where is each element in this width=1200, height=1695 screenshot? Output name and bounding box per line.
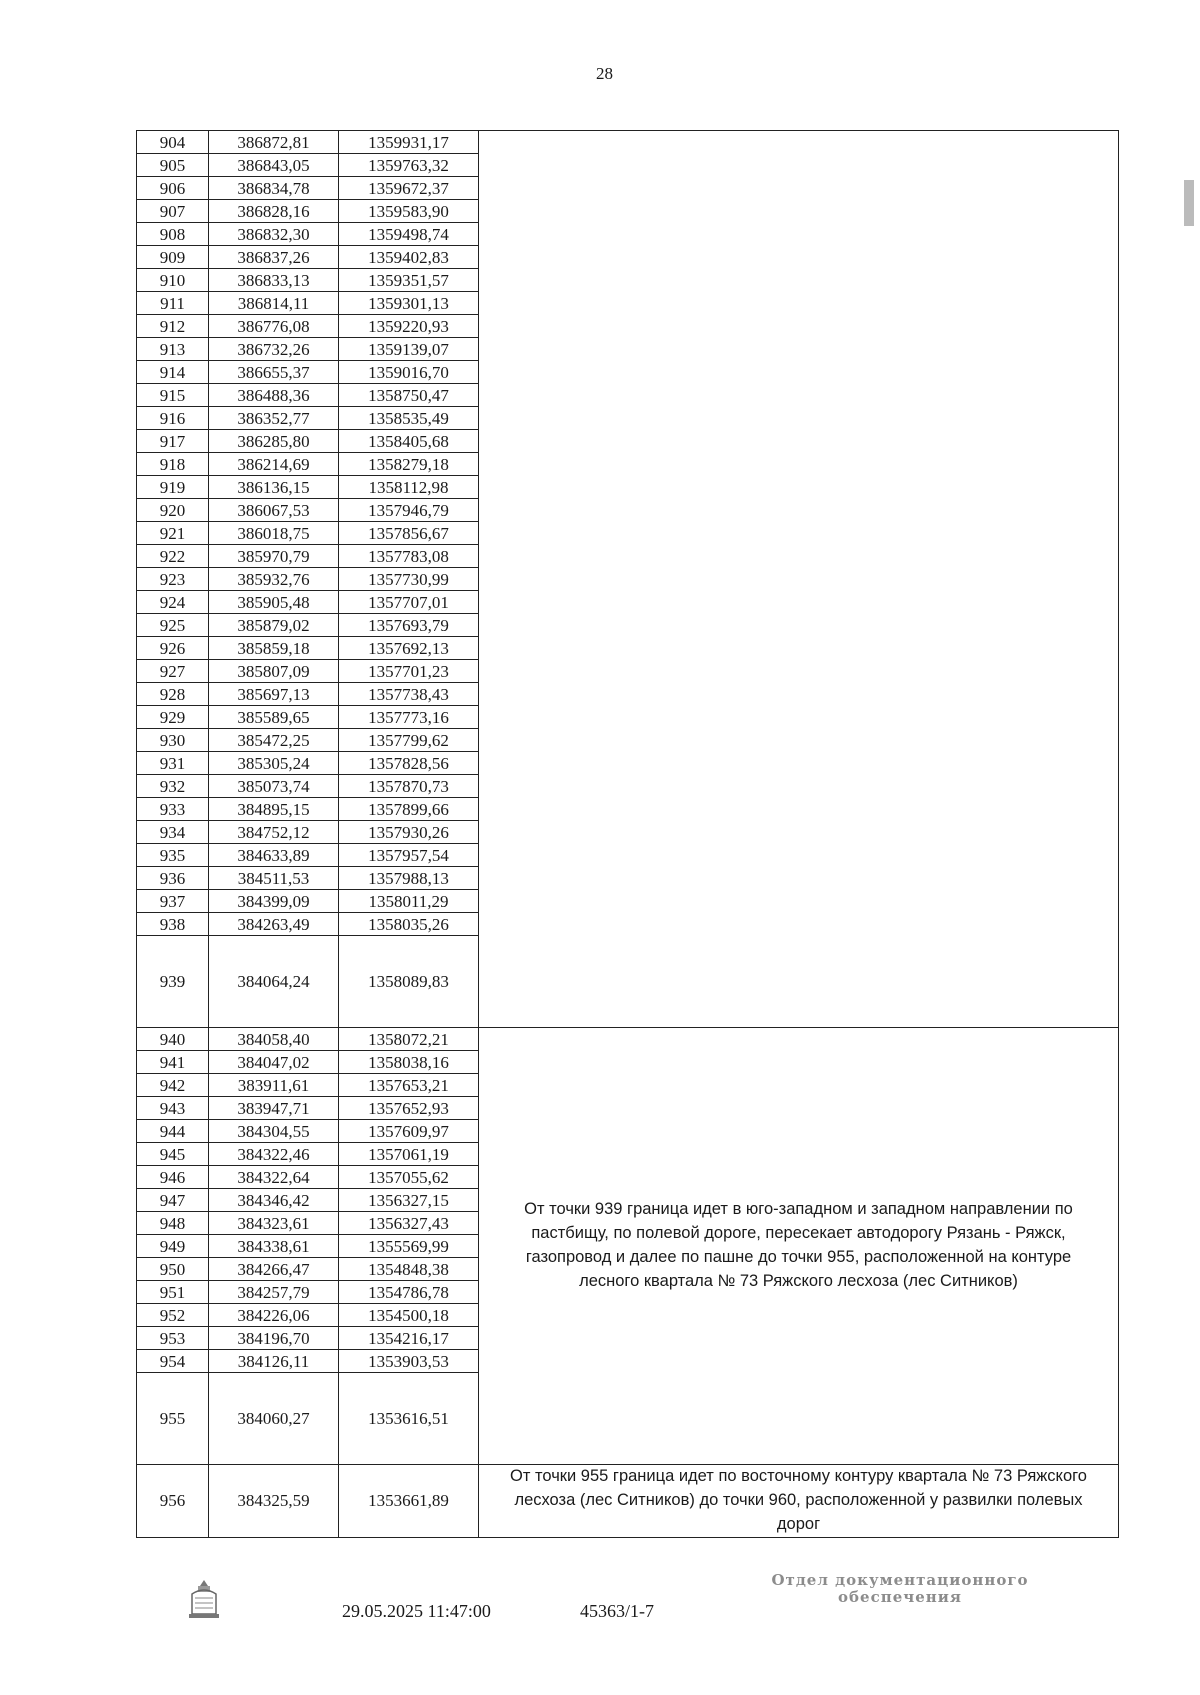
y-coordinate: 1358072,21: [339, 1028, 479, 1051]
y-coordinate: 1359498,74: [339, 223, 479, 246]
y-coordinate: 1357783,08: [339, 545, 479, 568]
y-coordinate: 1357738,43: [339, 683, 479, 706]
x-coordinate: 384895,15: [209, 798, 339, 821]
table-row: [137, 1028, 1119, 1051]
y-coordinate: 1357692,13: [339, 637, 479, 660]
y-coordinate: 1357856,67: [339, 522, 479, 545]
table-row: [137, 1465, 1119, 1538]
x-coordinate: 384323,61: [209, 1212, 339, 1235]
y-coordinate: 1357957,54: [339, 844, 479, 867]
x-coordinate: 386833,13: [209, 269, 339, 292]
table-row: [137, 131, 1119, 154]
y-coordinate: 1359763,32: [339, 154, 479, 177]
point-number: 905: [137, 154, 209, 177]
y-coordinate: 1359583,90: [339, 200, 479, 223]
x-coordinate: 385807,09: [209, 660, 339, 683]
scan-edge-mark: [1184, 180, 1194, 226]
point-number: 951: [137, 1281, 209, 1304]
x-coordinate: 386655,37: [209, 361, 339, 384]
x-coordinate: 384322,64: [209, 1166, 339, 1189]
y-coordinate: 1353616,51: [339, 1373, 479, 1465]
point-number: 914: [137, 361, 209, 384]
x-coordinate: 385932,76: [209, 568, 339, 591]
point-number: 921: [137, 522, 209, 545]
x-coordinate: 384752,12: [209, 821, 339, 844]
y-coordinate: 1355569,99: [339, 1235, 479, 1258]
y-coordinate: 1357701,23: [339, 660, 479, 683]
x-coordinate: 384322,46: [209, 1143, 339, 1166]
point-number: 910: [137, 269, 209, 292]
x-coordinate: 384064,24: [209, 936, 339, 1028]
x-coordinate: 385970,79: [209, 545, 339, 568]
x-coordinate: 385472,25: [209, 729, 339, 752]
y-coordinate: 1358011,29: [339, 890, 479, 913]
x-coordinate: 386837,26: [209, 246, 339, 269]
y-coordinate: 1357061,19: [339, 1143, 479, 1166]
y-coordinate: 1358038,16: [339, 1051, 479, 1074]
y-coordinate: 1359301,13: [339, 292, 479, 315]
point-number: 956: [137, 1465, 209, 1538]
y-coordinate: 1359672,37: [339, 177, 479, 200]
y-coordinate: 1358279,18: [339, 453, 479, 476]
x-coordinate: 386732,26: [209, 338, 339, 361]
x-coordinate: 384047,02: [209, 1051, 339, 1074]
x-coordinate: 386067,53: [209, 499, 339, 522]
point-number: 918: [137, 453, 209, 476]
boundary-description: [479, 131, 1119, 1028]
x-coordinate: 383947,71: [209, 1097, 339, 1120]
point-number: 949: [137, 1235, 209, 1258]
y-coordinate: 1357652,93: [339, 1097, 479, 1120]
point-number: 947: [137, 1189, 209, 1212]
y-coordinate: 1357828,56: [339, 752, 479, 775]
point-number: 904: [137, 131, 209, 154]
x-coordinate: 384196,70: [209, 1327, 339, 1350]
y-coordinate: 1358750,47: [339, 384, 479, 407]
y-coordinate: 1357946,79: [339, 499, 479, 522]
x-coordinate: 385589,65: [209, 706, 339, 729]
point-number: 915: [137, 384, 209, 407]
x-coordinate: 384346,42: [209, 1189, 339, 1212]
x-coordinate: 384338,61: [209, 1235, 339, 1258]
y-coordinate: 1357653,21: [339, 1074, 479, 1097]
y-coordinate: 1358035,26: [339, 913, 479, 936]
x-coordinate: 384126,11: [209, 1350, 339, 1373]
point-number: 909: [137, 246, 209, 269]
point-number: 926: [137, 637, 209, 660]
y-coordinate: 1359402,83: [339, 246, 479, 269]
y-coordinate: 1357899,66: [339, 798, 479, 821]
emblem-logo: [186, 1578, 222, 1620]
y-coordinate: 1353661,89: [339, 1465, 479, 1538]
y-coordinate: 1354500,18: [339, 1304, 479, 1327]
x-coordinate: 385905,48: [209, 591, 339, 614]
x-coordinate: 384058,40: [209, 1028, 339, 1051]
x-coordinate: 386214,69: [209, 453, 339, 476]
point-number: 944: [137, 1120, 209, 1143]
point-number: 906: [137, 177, 209, 200]
x-coordinate: 386285,80: [209, 430, 339, 453]
point-number: 940: [137, 1028, 209, 1051]
y-coordinate: 1359931,17: [339, 131, 479, 154]
x-coordinate: 386136,15: [209, 476, 339, 499]
page-number: 28: [596, 64, 613, 83]
point-number: 939: [137, 936, 209, 1028]
x-coordinate: 384399,09: [209, 890, 339, 913]
point-number: 927: [137, 660, 209, 683]
point-number: 925: [137, 614, 209, 637]
point-number: 936: [137, 867, 209, 890]
x-coordinate: 385073,74: [209, 775, 339, 798]
point-number: 935: [137, 844, 209, 867]
x-coordinate: 385879,02: [209, 614, 339, 637]
x-coordinate: 386828,16: [209, 200, 339, 223]
y-coordinate: 1357055,62: [339, 1166, 479, 1189]
y-coordinate: 1359351,57: [339, 269, 479, 292]
point-number: 953: [137, 1327, 209, 1350]
coordinates-table: [136, 130, 1119, 1538]
y-coordinate: 1357693,79: [339, 614, 479, 637]
point-number: 954: [137, 1350, 209, 1373]
point-number: 950: [137, 1258, 209, 1281]
point-number: 933: [137, 798, 209, 821]
x-coordinate: 384226,06: [209, 1304, 339, 1327]
department-stamp: Отдел документационного обеспечения: [771, 1571, 1029, 1607]
y-coordinate: 1356327,43: [339, 1212, 479, 1235]
x-coordinate: 386488,36: [209, 384, 339, 407]
point-number: 911: [137, 292, 209, 315]
point-number: 931: [137, 752, 209, 775]
point-number: 929: [137, 706, 209, 729]
point-number: 930: [137, 729, 209, 752]
x-coordinate: 386814,11: [209, 292, 339, 315]
point-number: 952: [137, 1304, 209, 1327]
point-number: 922: [137, 545, 209, 568]
x-coordinate: 386018,75: [209, 522, 339, 545]
y-coordinate: 1357799,62: [339, 729, 479, 752]
x-coordinate: 384325,59: [209, 1465, 339, 1538]
point-number: 932: [137, 775, 209, 798]
x-coordinate: 386843,05: [209, 154, 339, 177]
point-number: 920: [137, 499, 209, 522]
point-number: 946: [137, 1166, 209, 1189]
x-coordinate: 386872,81: [209, 131, 339, 154]
x-coordinate: 384263,49: [209, 913, 339, 936]
y-coordinate: 1359220,93: [339, 315, 479, 338]
y-coordinate: 1358112,98: [339, 476, 479, 499]
y-coordinate: 1358405,68: [339, 430, 479, 453]
point-number: 923: [137, 568, 209, 591]
x-coordinate: 384266,47: [209, 1258, 339, 1281]
point-number: 943: [137, 1097, 209, 1120]
y-coordinate: 1354216,17: [339, 1327, 479, 1350]
point-number: 916: [137, 407, 209, 430]
point-number: 941: [137, 1051, 209, 1074]
y-coordinate: 1357707,01: [339, 591, 479, 614]
point-number: 938: [137, 913, 209, 936]
point-number: 917: [137, 430, 209, 453]
x-coordinate: 385305,24: [209, 752, 339, 775]
x-coordinate: 385859,18: [209, 637, 339, 660]
x-coordinate: 384304,55: [209, 1120, 339, 1143]
point-number: 928: [137, 683, 209, 706]
y-coordinate: 1357988,13: [339, 867, 479, 890]
footer-document-number: 45363/1-7: [580, 1601, 654, 1621]
point-number: 945: [137, 1143, 209, 1166]
point-number: 937: [137, 890, 209, 913]
point-number: 955: [137, 1373, 209, 1465]
y-coordinate: 1354786,78: [339, 1281, 479, 1304]
y-coordinate: 1358089,83: [339, 936, 479, 1028]
y-coordinate: 1353903,53: [339, 1350, 479, 1373]
y-coordinate: 1357773,16: [339, 706, 479, 729]
point-number: 942: [137, 1074, 209, 1097]
x-coordinate: 384060,27: [209, 1373, 339, 1465]
y-coordinate: 1354848,38: [339, 1258, 479, 1281]
y-coordinate: 1357870,73: [339, 775, 479, 798]
x-coordinate: 385697,13: [209, 683, 339, 706]
y-coordinate: 1359139,07: [339, 338, 479, 361]
y-coordinate: 1358535,49: [339, 407, 479, 430]
y-coordinate: 1356327,15: [339, 1189, 479, 1212]
x-coordinate: 384633,89: [209, 844, 339, 867]
point-number: 912: [137, 315, 209, 338]
point-number: 908: [137, 223, 209, 246]
point-number: 919: [137, 476, 209, 499]
footer-datetime: 29.05.2025 11:47:00: [342, 1601, 491, 1621]
x-coordinate: 386776,08: [209, 315, 339, 338]
x-coordinate: 384257,79: [209, 1281, 339, 1304]
point-number: 934: [137, 821, 209, 844]
x-coordinate: 386832,30: [209, 223, 339, 246]
boundary-description: От точки 955 граница идет по восточному контуру квартала № 73 Ряжского лесхоза (лес Ситников) до точки 960, расположенной у развилки полевых дорог: [479, 1465, 1119, 1538]
point-number: 907: [137, 200, 209, 223]
x-coordinate: 384511,53: [209, 867, 339, 890]
y-coordinate: 1357730,99: [339, 568, 479, 591]
x-coordinate: 386352,77: [209, 407, 339, 430]
y-coordinate: 1359016,70: [339, 361, 479, 384]
point-number: 924: [137, 591, 209, 614]
y-coordinate: 1357609,97: [339, 1120, 479, 1143]
x-coordinate: 386834,78: [209, 177, 339, 200]
y-coordinate: 1357930,26: [339, 821, 479, 844]
boundary-description: От точки 939 граница идет в юго-западном и западном направлении по пастбищу, по полевой дороге, пересекает автодорогу Рязань - Ряжск, газопровод и далее по пашне до точки 955, расположенной на контуре лесного квартала № 73 Ряжского лесхоза (лес Ситников): [479, 1028, 1119, 1465]
point-number: 913: [137, 338, 209, 361]
point-number: 948: [137, 1212, 209, 1235]
x-coordinate: 383911,61: [209, 1074, 339, 1097]
